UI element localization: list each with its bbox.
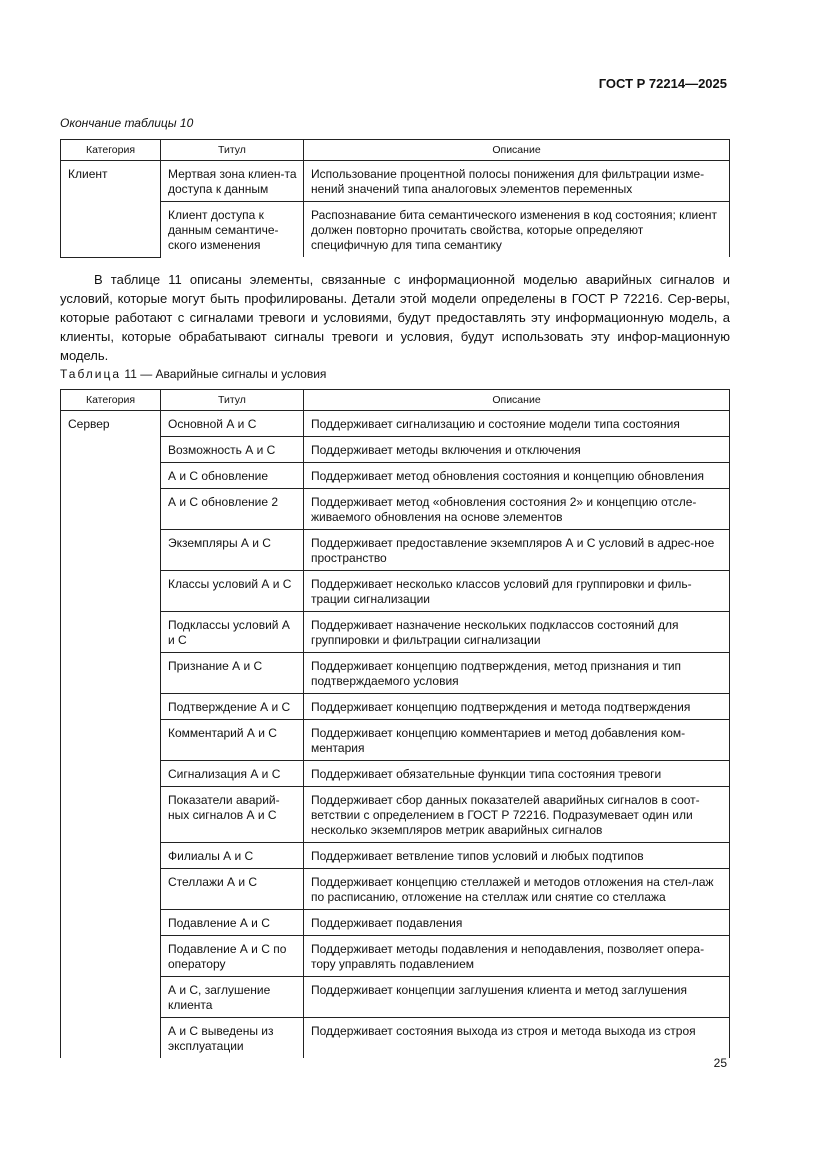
- cell-title: Классы условий А и С: [161, 571, 304, 612]
- cell-category: [61, 977, 161, 1018]
- table-row: [61, 720, 730, 761]
- table-11-caption: [60, 367, 326, 381]
- table-row: [61, 437, 730, 463]
- table-row: [61, 843, 730, 869]
- table-row: [61, 694, 730, 720]
- cell-description: Поддерживает подавления: [304, 910, 730, 936]
- cell-title: Мертвая зона клиен-та доступа к данным: [161, 161, 304, 202]
- cell-description: Поддерживает обязательные функции типа состояния тревоги: [304, 761, 730, 787]
- cell-description: Поддерживает предоставление экземпляров А и С условий в адрес-ное пространство: [304, 530, 730, 571]
- table-continuation-label: Окончание таблицы 10: [60, 116, 194, 130]
- cell-title: Клиент доступа к данным семантиче-ского изменения: [161, 202, 304, 258]
- cell-category: [61, 843, 161, 869]
- column-header-title: Титул: [161, 140, 304, 161]
- table-row: [61, 761, 730, 787]
- cell-description: Поддерживает метод обновления состояния и концепцию обновления: [304, 463, 730, 489]
- cell-description: Поддерживает несколько классов условий для группировки и филь-трации сигнализации: [304, 571, 730, 612]
- table-row: [61, 571, 730, 612]
- cell-description: Поддерживает состояния выхода из строя и метода выхода из строя: [304, 1018, 730, 1059]
- table-row: [61, 653, 730, 694]
- cell-description: Поддерживает сбор данных показателей аварийных сигналов в соот-ветствии с определением в ГОСТ Р 72216. Подразумевает один или несколько экземпляров метрик аварийных сигналов: [304, 787, 730, 843]
- cell-category: Сервер: [61, 411, 161, 437]
- page-number: 25: [713, 1056, 727, 1070]
- cell-title: Показатели аварий-ных сигналов А и С: [161, 787, 304, 843]
- cell-description: Поддерживает концепцию подтверждения и метода подтверждения: [304, 694, 730, 720]
- cell-description: Поддерживает концепцию подтверждения, метод признания и тип подтверждаемого условия: [304, 653, 730, 694]
- cell-category: [61, 869, 161, 910]
- cell-description: Поддерживает назначение нескольких подклассов состояний для группировки и фильтрации сигнализации: [304, 612, 730, 653]
- table-11: [60, 389, 730, 1058]
- cell-category: [61, 530, 161, 571]
- cell-category: [61, 720, 161, 761]
- cell-title: Комментарий А и С: [161, 720, 304, 761]
- table-row: [61, 869, 730, 910]
- table-row: [61, 1018, 730, 1059]
- table-row: [61, 411, 730, 437]
- cell-title: Подавление А и С по оператору: [161, 936, 304, 977]
- cell-title: Подтверждение А и С: [161, 694, 304, 720]
- cell-title: Подавление А и С: [161, 910, 304, 936]
- cell-description: Поддерживает концепцию комментариев и метод добавления ком-ментария: [304, 720, 730, 761]
- cell-category: [61, 1018, 161, 1059]
- cell-description: Поддерживает концепцию стеллажей и методов отложения на стел-лаж по расписанию, отложение на стеллаж или снятие со стеллажа: [304, 869, 730, 910]
- table-row: [61, 936, 730, 977]
- cell-title: Филиалы А и С: [161, 843, 304, 869]
- body-paragraph: В таблице 11 описаны элементы, связанные с информационной моделью аварийных сигналов и условий, которые могут быть профилированы. Детали этой модели определены в ГОСТ Р 72216. Сер-веры, которые работают с сигналами тревоги и условиями, будут предоставлять эту информационную модель, а клиенты, которые обрабатывают сигналы тревоги и условия, будут использовать эту инфор-мационную модель.: [60, 272, 730, 363]
- column-header-title: Титул: [161, 390, 304, 411]
- cell-title: Подклассы условий А и С: [161, 612, 304, 653]
- cell-description: Поддерживает концепции заглушения клиента и метод заглушения: [304, 977, 730, 1018]
- cell-description: Распознавание бита семантического изменения в код состояния; клиент должен повторно прочитать свойства, которые определяют специфичную для типа семантику: [304, 202, 730, 258]
- table-row: [61, 463, 730, 489]
- cell-title: Стеллажи А и С: [161, 869, 304, 910]
- cell-category: [61, 910, 161, 936]
- column-header-description: Описание: [304, 140, 730, 161]
- cell-category: [61, 463, 161, 489]
- cell-title: Признание А и С: [161, 653, 304, 694]
- table-row: [61, 612, 730, 653]
- cell-category: [61, 437, 161, 463]
- cell-category: [61, 612, 161, 653]
- column-header-category: Категория: [61, 390, 161, 411]
- table-row: [61, 489, 730, 530]
- cell-category: [61, 787, 161, 843]
- cell-title: А и С, заглушение клиента: [161, 977, 304, 1018]
- column-header-category: Категория: [61, 140, 161, 161]
- cell-title: А и С обновление: [161, 463, 304, 489]
- caption-word: Таблица: [60, 367, 122, 381]
- cell-description: Поддерживает методы подавления и неподавления, позволяет опера-тору управлять подавлением: [304, 936, 730, 977]
- cell-category: [61, 694, 161, 720]
- cell-category: [61, 202, 161, 258]
- cell-title: А и С обновление 2: [161, 489, 304, 530]
- cell-title: А и С выведены из эксплуатации: [161, 1018, 304, 1059]
- table-row: [61, 977, 730, 1018]
- cell-title: Экземпляры А и С: [161, 530, 304, 571]
- cell-category: [61, 936, 161, 977]
- standard-number: ГОСТ Р 72214—2025: [598, 76, 727, 91]
- cell-category: [61, 653, 161, 694]
- table-10: [60, 139, 730, 258]
- cell-title: Сигнализация А и С: [161, 761, 304, 787]
- table-row: [61, 910, 730, 936]
- table-row: [61, 530, 730, 571]
- table-row: [61, 787, 730, 843]
- caption-text: 11 — Аварийные сигналы и условия: [124, 367, 327, 381]
- table-row: [61, 202, 730, 258]
- cell-description: Поддерживает метод «обновления состояния 2» и концепцию отсле-живаемого обновления на основе элементов: [304, 489, 730, 530]
- cell-title: Основной А и С: [161, 411, 304, 437]
- cell-description: Использование процентной полосы понижения для фильтрации изме-нений значений типа аналоговых элементов переменных: [304, 161, 730, 202]
- cell-description: Поддерживает ветвление типов условий и любых подтипов: [304, 843, 730, 869]
- cell-category: [61, 761, 161, 787]
- column-header-description: Описание: [304, 390, 730, 411]
- table-row: [61, 161, 730, 202]
- cell-category: [61, 489, 161, 530]
- cell-title: Возможность А и С: [161, 437, 304, 463]
- cell-description: Поддерживает методы включения и отключения: [304, 437, 730, 463]
- cell-category: Клиент: [61, 161, 161, 202]
- cell-description: Поддерживает сигнализацию и состояние модели типа состояния: [304, 411, 730, 437]
- cell-category: [61, 571, 161, 612]
